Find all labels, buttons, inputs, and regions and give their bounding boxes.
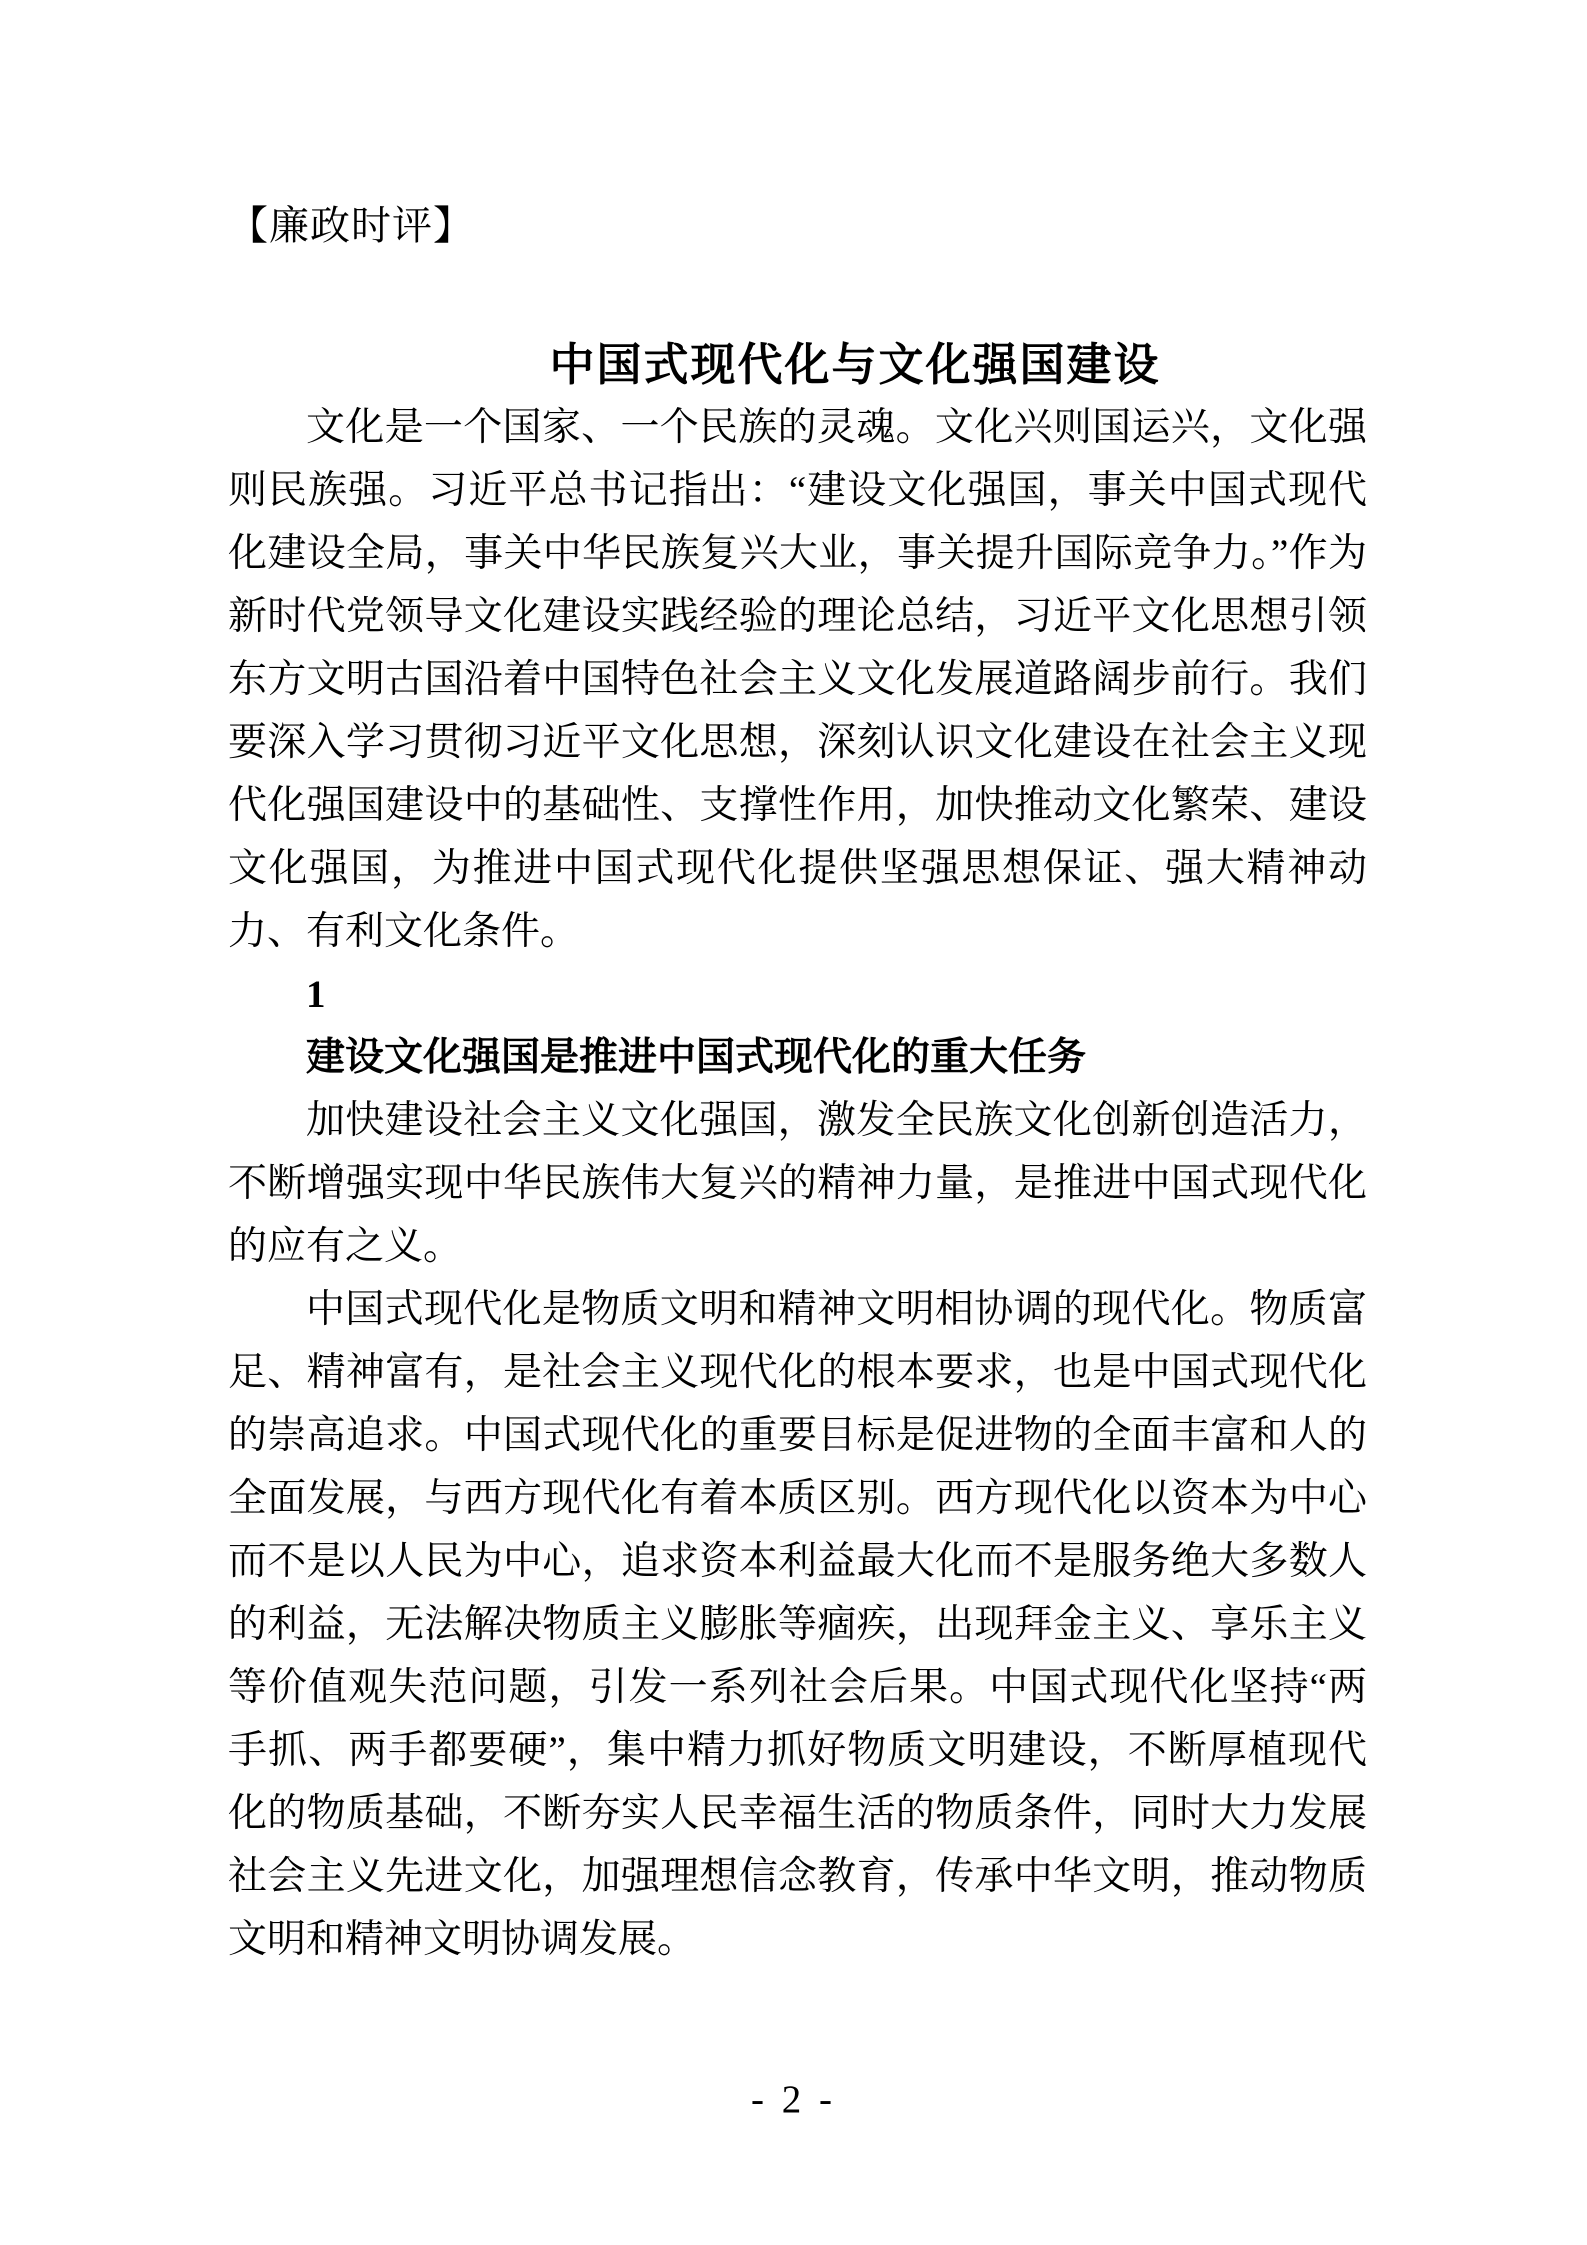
intro-paragraph: 文化是一个国家、一个民族的灵魂。文化兴则国运兴，文化强则民族强。习近平总书记指出：“建设文化强国，事关中国式现代化建设全局，事关中华民族复兴大业，事关提升国际竞争力。”作为新时代党领导文化建设实践经验的理论总结，习近平文化思想引领东方文明古国沿着中国特色社会主义文化发展道路阔步前行。我们要深入学习贯彻习近平文化思想，深刻认识文化建设在社会主义现代化强国建设中的基础性、支撑性作用，加快推动文化繁荣、建设文化强国，为推进中国式现代化提供坚强思想保证、强大精神动力、有利文化条件。	[228, 406, 1367, 953]
section-paragraph-1: 加快建设社会主义文化强国，激发全民族文化创新创造活力，不断增强实现中华民族伟大复兴的精神力量，是推进中国式现代化的应有之义。	[228, 1099, 1367, 1268]
page-number: - 2 -	[751, 2078, 836, 2121]
document-title: 中国式现代化与文化强国建设	[549, 340, 1161, 390]
section-number: 1	[306, 973, 326, 1016]
document-content	[228, 202, 1367, 1971]
category-tag: 【廉政时评】	[228, 203, 474, 248]
section-heading: 建设文化强国是推进中国式现代化的重大任务	[306, 1036, 1087, 1079]
section-paragraph-2: 中国式现代化是物质文明和精神文明相协调的现代化。物质富足、精神富有，是社会主义现代化的根本要求，也是中国式现代化的崇高追求。中国式现代化的重要目标是促进物的全面丰富和人的全面发展，与西方现代化有着本质区别。西方现代化以资本为中心而不是以人民为中心，追求资本利益最大化而不是服务绝大多数人的利益，无法解决物质主义膨胀等痼疾，出现拜金主义、享乐主义等价值观失范问题，引发一系列社会后果。中国式现代化坚持“两手抓、两手都要硬”，集中精力抓好物质文明建设，不断厚植现代化的物质基础，不断夯实人民幸福生活的物质条件，同时大力发展社会主义先进文化，加强理想信念教育，传承中华文明，推动物质文明和精神文明协调发展。	[228, 1288, 1367, 1961]
